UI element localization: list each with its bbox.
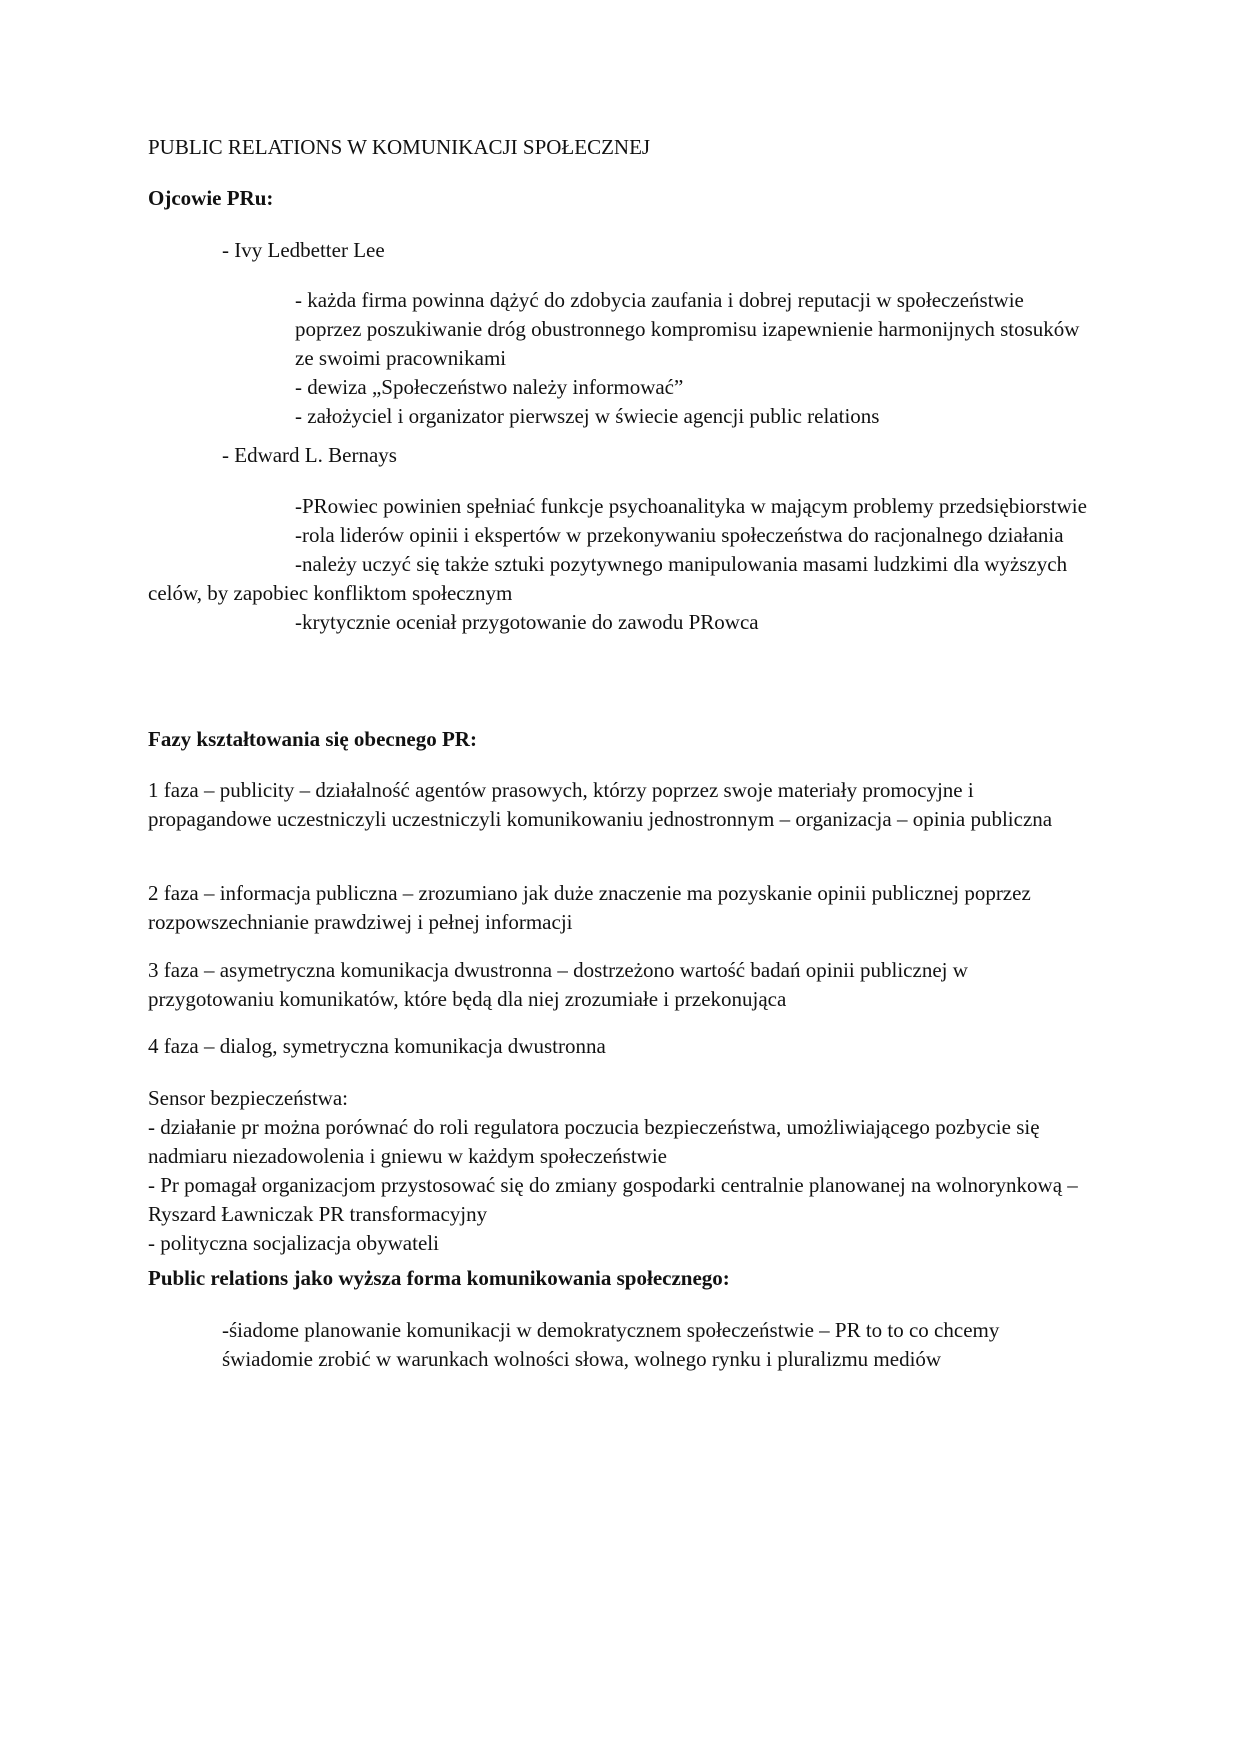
phase-2: 2 faza – informacja publiczna – zrozumiano jak duże znaczenie ma pozyskanie opinii publicznej poprzez rozpowszechnianie prawdziwej i pełnej informacji xyxy=(148,881,1031,934)
sensor-section xyxy=(148,1084,1088,1258)
lee-points xyxy=(295,286,1095,431)
sensor-point-1: - działanie pr można porównać do roli regulatora poczucia bezpieczeństwa, umożliwiającego pozbycie się nadmiaru niezadowolenia i gniewu w każdym społeczeństwie xyxy=(148,1115,1040,1168)
bernays-point-2: -rola liderów opinii i ekspertów w przekonywaniu społeczeństwa do racjonalnego działania xyxy=(295,523,1064,547)
bernays-point-3: -należy uczyć się także sztuki pozytywnego manipulowania masami ludzkimi dla wyższych celów, by zapobiec konfliktom społecznym xyxy=(148,552,1068,605)
higher-form-points xyxy=(222,1316,1082,1374)
bernays-point-4: -krytycznie oceniał przygotowanie do zawodu PRowca xyxy=(295,610,759,634)
higher-form-point-1: -śiadome planowanie komunikacji w demokratycznem społeczeństwie – PR to to co chcemy świadomie zrobić w warunkach wolności słowa, wolnego rynku i pluralizmu mediów xyxy=(222,1318,1000,1371)
bernays-name: - Edward L. Bernays xyxy=(222,443,397,467)
sensor-heading: Sensor bezpieczeństwa: xyxy=(148,1086,349,1110)
phase-4: 4 faza – dialog, symetryczna komunikacja dwustronna xyxy=(148,1034,606,1058)
sensor-point-3: - polityczna socjalizacja obywateli xyxy=(148,1231,439,1255)
lee-point-1: - każda firma powinna dążyć do zdobycia zaufania i dobrej reputacji w społeczeństwie poprzez poszukiwanie dróg obustronnego kompromisu izapewnienie harmonijnych stosuków ze swoimi pracownikami xyxy=(295,288,1080,370)
bernays-point-1: -PRowiec powinien spełniać funkcje psychoanalityka w mającym problemy przedsiębiorstwie xyxy=(295,494,1087,518)
sensor-point-2: - Pr pomagał organizacjom przystosować się do zmiany gospodarki centralnie planowanej na wolnorynkową – Ryszard Ławniczak PR transformacyjny xyxy=(148,1173,1078,1226)
fathers-heading: Ojcowie PRu: xyxy=(148,186,274,210)
lee-point-2: - dewiza „Społeczeństwo należy informować” xyxy=(295,375,684,399)
bernays-points xyxy=(148,492,1088,637)
phase-3: 3 faza – asymetryczna komunikacja dwustronna – dostrzeżono wartość badań opinii publicznej w przygotowaniu komunikatów, które będą dla niej zrozumiałe i przekonująca xyxy=(148,958,968,1011)
lee-point-3: - założyciel i organizator pierwszej w świecie agencji public relations xyxy=(295,404,880,428)
phase-1: 1 faza – publicity – działalność agentów prasowych, którzy poprzez swoje materiały promocyjne i propagandowe uczestniczyli uczestniczyli komunikowaniu jednostronnym – organizacja – opinia publiczna xyxy=(148,778,1053,831)
phases-heading: Fazy kształtowania się obecnego PR: xyxy=(148,727,477,751)
lee-name: - Ivy Ledbetter Lee xyxy=(222,238,385,262)
document-title: PUBLIC RELATIONS W KOMUNIKACJI SPOŁECZNEJ xyxy=(148,135,651,159)
higher-form-heading: Public relations jako wyższa forma komunikowania społecznego: xyxy=(148,1266,730,1290)
